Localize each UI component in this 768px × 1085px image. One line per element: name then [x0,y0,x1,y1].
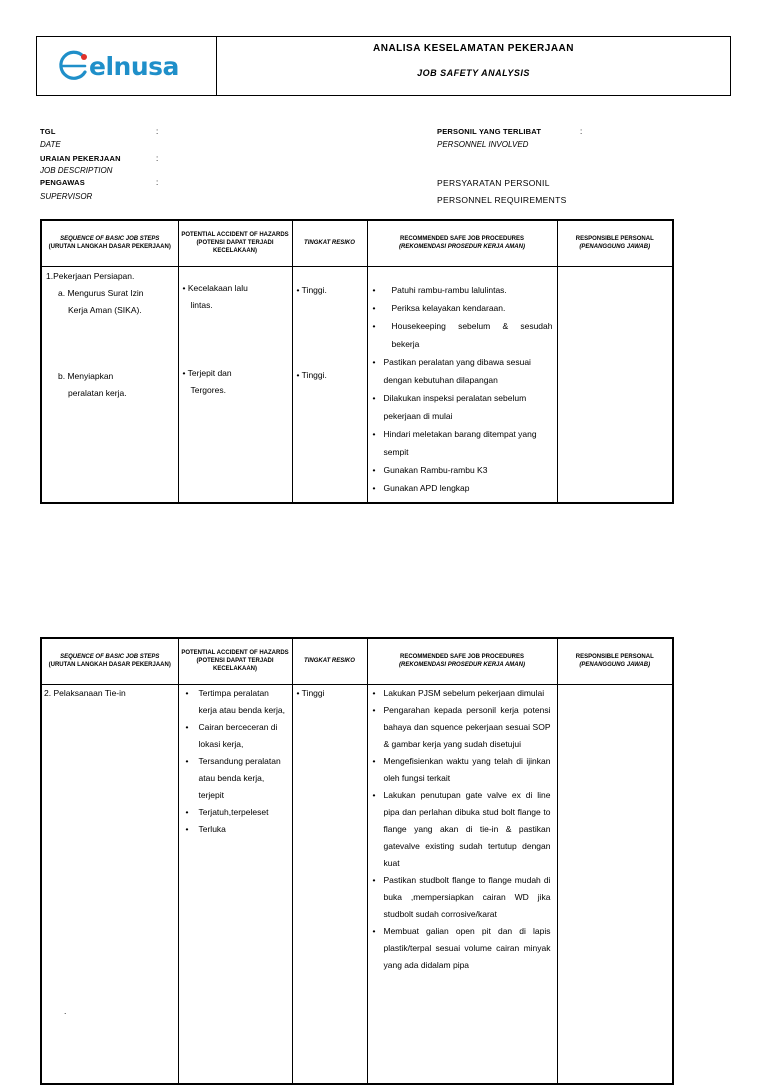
risk-cell [292,266,367,503]
step-b: b. Menyiapkan [58,370,114,381]
hazards-header-id: (POTENSI DAPAT TERJADI KECELAKAAN) [196,240,274,255]
responsible-header-en: RESPONSIBLE PERSONAL [575,654,654,661]
tgl-colon: : [156,127,159,136]
personnel-involved-label: PERSONNEL INVOLVED [437,140,529,149]
responsible-header [557,638,673,684]
risk-b: • Tinggi. [296,369,327,380]
procedure-item: • Hindari meletakan barang ditempat yang sempit [370,425,553,461]
step-title: 1.Pekerjaan Persiapan. [46,270,135,281]
procedures-header [367,638,557,684]
step-title: 2. Pelaksanaan Tie-in [44,687,126,698]
hazards-cell [178,266,292,503]
hazards-header [178,638,292,684]
steps-header-en: SEQUENCE OF BASIC JOB STEPS [60,236,160,243]
procedure-item: • Pastikan peralatan yang dibawa sesuai dengan kebutuhan dilapangan [370,353,553,389]
personil-colon: : [580,127,583,136]
procedures-header-id: (REKOMENDASI PROSEDUR KERJA AMAN) [399,244,525,251]
header-box [36,36,731,96]
jsa-table-1 [40,219,674,504]
responsible-cell [557,684,673,1084]
hazards-cell [178,684,292,1084]
hazard-item: • Cairan berceceran di lokasi kerja, [183,719,288,753]
hazards-header-en: POTENTIAL ACCIDENT OF HAZARDS [181,232,289,239]
procedure-item: • Lakukan PJSM sebelum pekerjaan dimulai [370,685,551,702]
risk-header-text: TINGKAT RESIKO [304,658,355,665]
procedure-item: • Gunakan Rambu-rambu K3 [370,461,553,479]
step-a: a. Mengurus Surat Izin [58,287,144,298]
step-dot: . [64,1005,67,1016]
logo-text: elnusa [89,52,179,81]
risk-value: • Tinggi [296,687,325,698]
pengawas-colon: : [156,178,159,187]
jsa-table-2 [40,637,674,1085]
steps-header-id: (URUTAN LANGKAH DASAR PEKERJAAN) [48,662,171,669]
procedures-header-en: RECOMMENDED SAFE JOB PROCEDURES [399,236,524,243]
procedure-item: • Pengarahan kepada personil kerja potensi bahaya dan squence pekerjaan sesuai SOP & gambar kerja yang sudah disetujui [370,702,551,753]
pengawas-label: PENGAWAS [40,178,85,187]
hazard-item: • Terluka [183,821,288,838]
procedure-item: • Lakukan penutupan gate valve ex di line pipa dan perlahan dibuka stud bolt flange to flange yang akan di tie-in & pastikan gatevalve existing sudah tertutup dengan kuat [370,787,551,872]
hazards-header-en: POTENTIAL ACCIDENT OF HAZARDS [181,650,289,657]
persyaratan-label: PERSYARATAN PERSONIL [437,178,550,188]
risk-a: • Tinggi. [296,284,327,295]
steps-cell [41,266,178,503]
hazard-b: • Terjepit dan [182,367,232,378]
procedure-item: • Pastikan studbolt flange to flange mudah di buka ,mempersiapkan cairan WD jika studbolt sudah corrosive/karat [370,872,551,923]
uraian-label: URAIAN PEKERJAAN [40,154,121,163]
procedures-cell [367,266,557,503]
responsible-header-id: (PENANGGUNG JAWAB) [579,662,651,669]
personil-label: PERSONIL YANG TERLIBAT [437,127,542,136]
hazard-item: • Terjatuh,terpeleset [183,804,288,821]
hazard-a-cont: lintas. [190,299,213,310]
procedures-header-id: (REKOMENDASI PROSEDUR KERJA AMAN) [399,662,525,669]
hazards-header [178,220,292,266]
document-title: ANALISA KESELAMATAN PEKERJAAN [373,43,574,54]
procedure-item: • Mengefisienkan waktu yang telah di ijinkan oleh fungsi terkait [370,753,551,787]
procedure-item: • Housekeeping sebelum & sesudah bekerja [370,317,553,353]
procedure-item: • Gunakan APD lengkap [370,479,553,497]
procedure-item: • Periksa kelayakan kendaraan. [370,299,553,317]
step-a-cont: Kerja Aman (SIKA). [68,304,142,315]
responsible-header [557,220,673,266]
date-label: DATE [40,140,61,149]
job-description-label: JOB DESCRIPTION [40,166,113,175]
responsible-header-id: (PENANGGUNG JAWAB) [579,244,651,251]
hazards-header-id: (POTENSI DAPAT TERJADI KECELAKAAN) [196,658,274,673]
tgl-label: TGL [40,127,56,136]
procedures-header-en: RECOMMENDED SAFE JOB PROCEDURES [399,654,524,661]
step-b-cont: peralatan kerja. [68,387,127,398]
hazard-a: • Kecelakaan lalu [182,282,248,293]
requirements-label: PERSONNEL REQUIREMENTS [437,195,567,205]
supervisor-label: SUPERVISOR [40,192,93,201]
steps-header [41,638,178,684]
uraian-colon: : [156,154,159,163]
risk-cell [292,684,367,1084]
steps-header-en: SEQUENCE OF BASIC JOB STEPS [60,654,160,661]
hazard-item: • Tertimpa peralatan kerja atau benda kerja, [183,685,288,719]
risk-header [292,638,367,684]
procedure-item: • Dilakukan inspeksi peralatan sebelum pekerjaan di mulai [370,389,553,425]
risk-header-text: TINGKAT RESIKO [304,240,355,247]
procedures-header [367,220,557,266]
hazard-item: • Tersandung peralatan atau benda kerja, terjepit [183,753,288,804]
elnusa-logo [55,46,215,86]
procedures-cell [367,684,557,1084]
steps-header-id: (URUTAN LANGKAH DASAR PEKERJAAN) [48,244,171,251]
risk-header [292,220,367,266]
steps-header [41,220,178,266]
steps-cell [41,684,178,1084]
document-subtitle: JOB SAFETY ANALYSIS [417,68,530,78]
hazard-b-cont: Tergores. [190,384,226,395]
responsible-header-en: RESPONSIBLE PERSONAL [575,236,654,243]
procedure-item: • Patuhi rambu-rambu lalulintas. [370,281,553,299]
logo-cell [37,37,217,95]
procedure-item: • Membuat galian open pit dan di lapis plastik/terpal sesuai volume cairan minyak yang ada didalam pipa [370,923,551,974]
responsible-cell [557,266,673,503]
